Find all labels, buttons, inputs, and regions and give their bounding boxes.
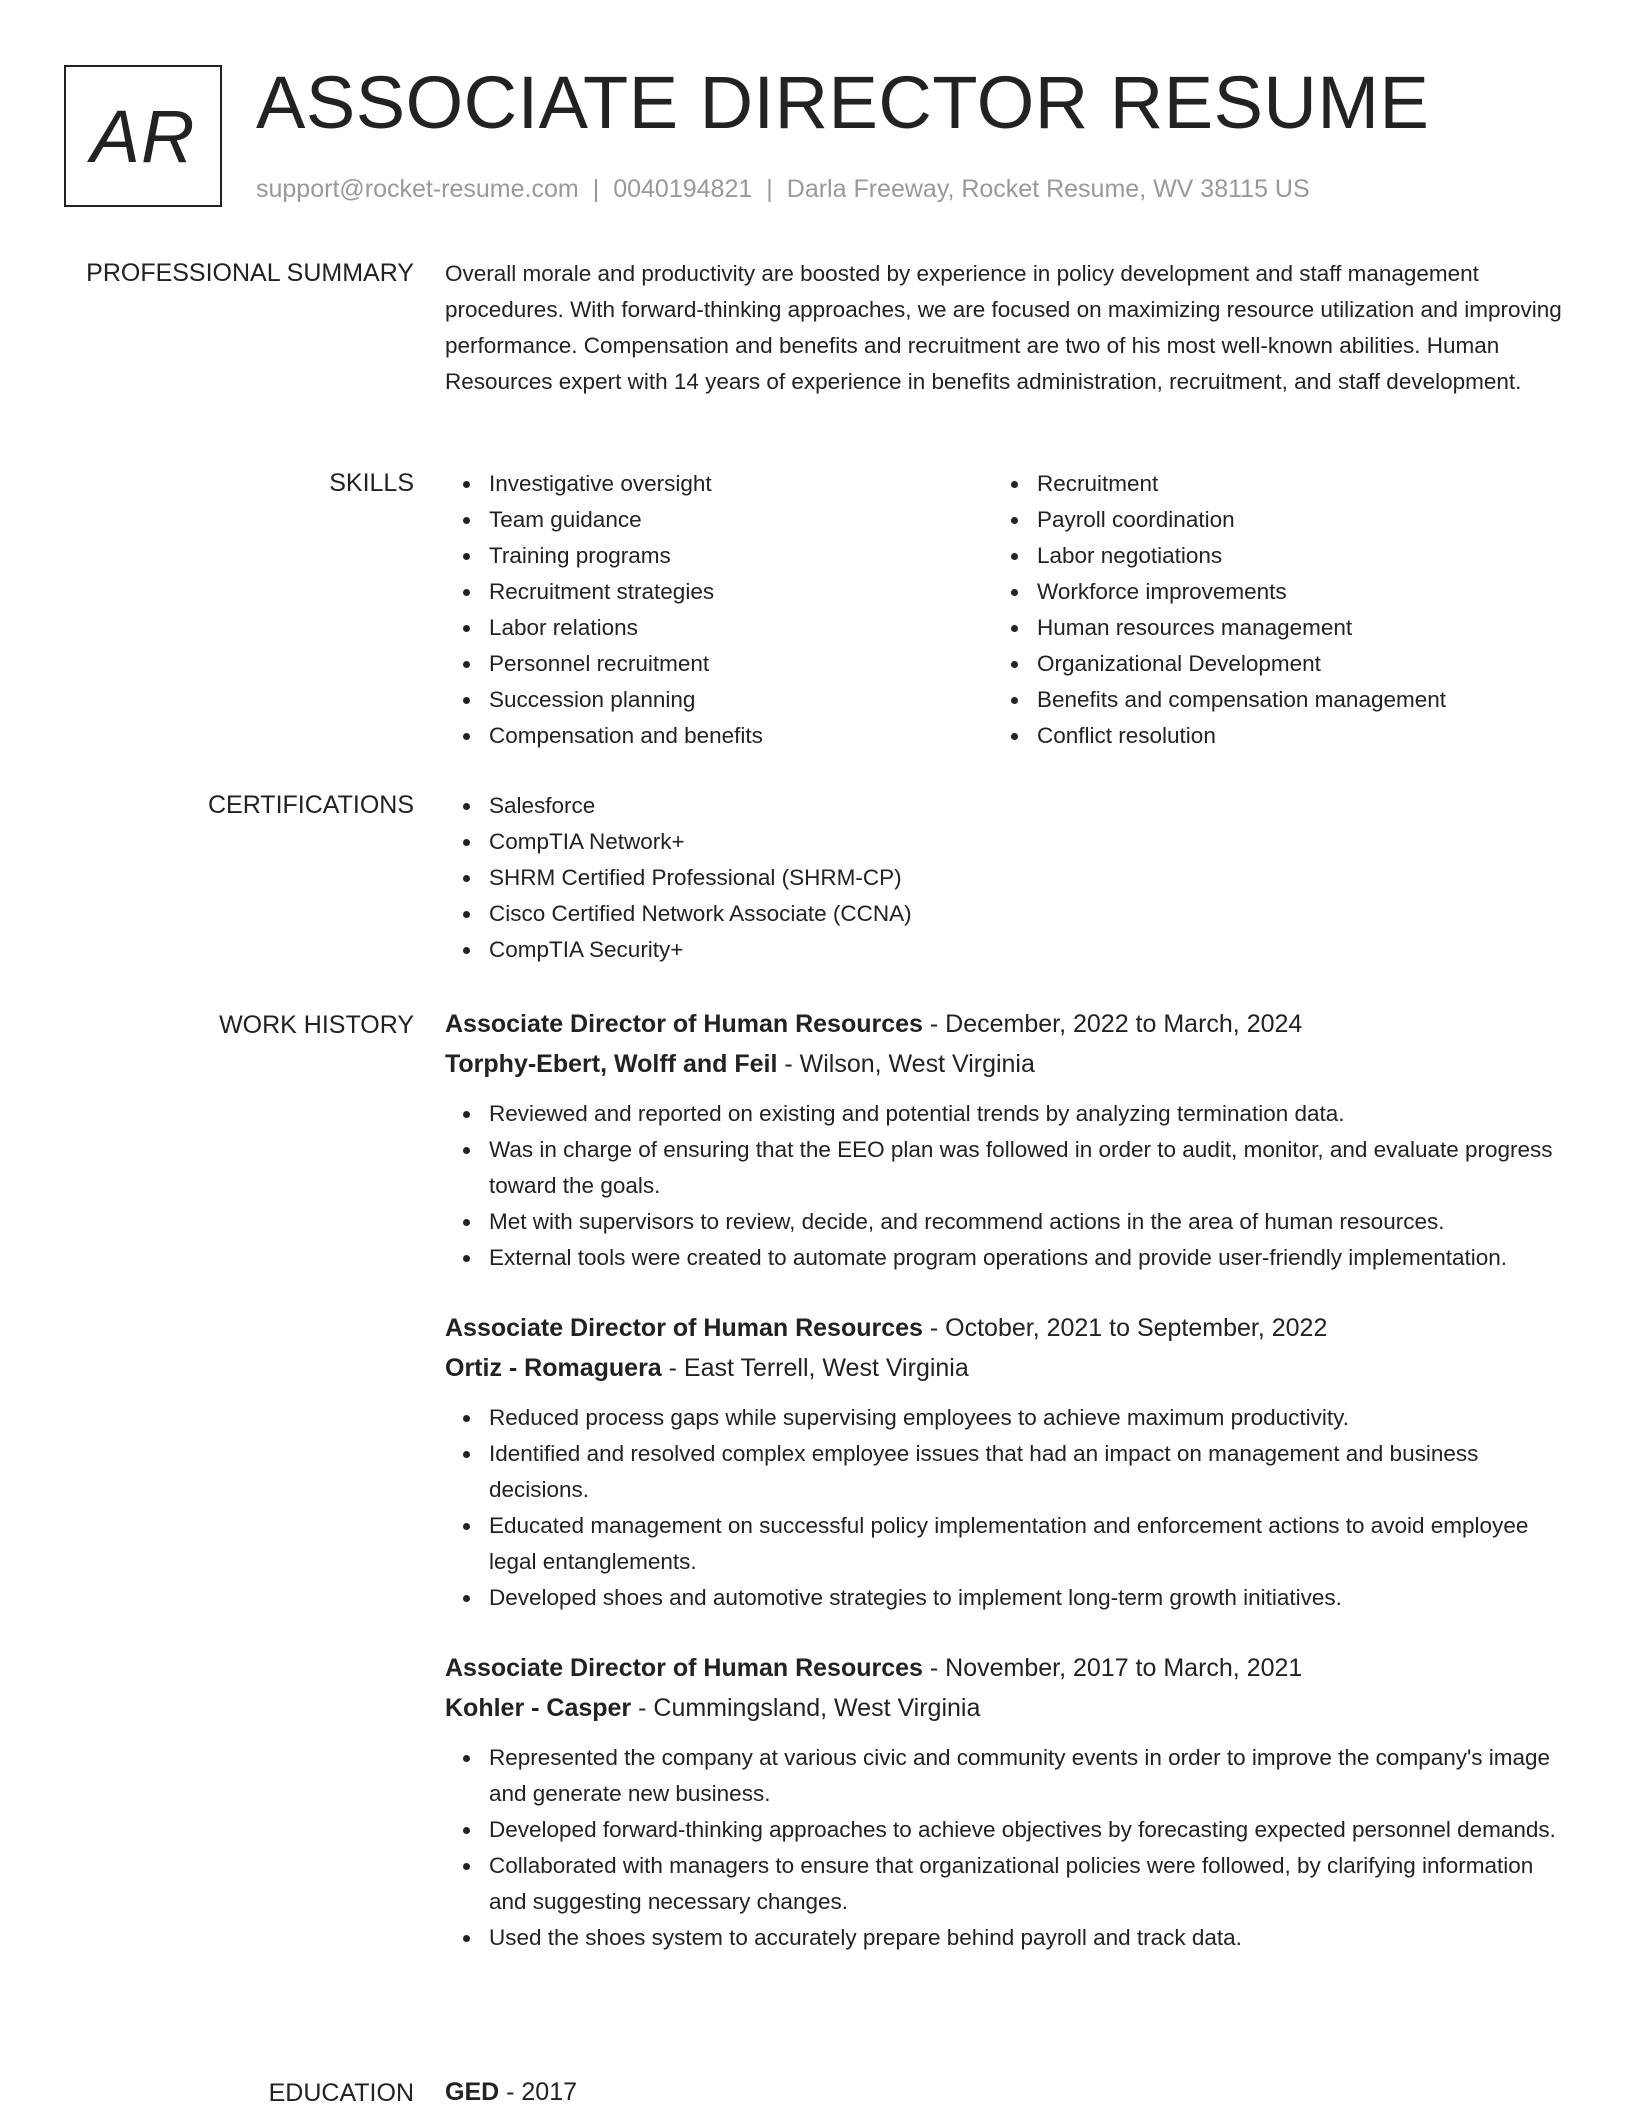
skill-item: Payroll coordination: [993, 502, 1541, 538]
job-bullet: Used the shoes system to accurately prepare behind payroll and track data.: [445, 1920, 1565, 1956]
skill-item: Organizational Development: [993, 646, 1541, 682]
education-line: [445, 2072, 1565, 2112]
skills-list-right: [993, 466, 1541, 754]
skill-item: Human resources management: [993, 610, 1541, 646]
job-company: Torphy-Ebert, Wolff and Feil: [445, 1050, 778, 1078]
job-location: - Cummingsland, West Virginia: [631, 1694, 981, 1722]
job-title: Associate Director of Human Resources: [445, 1654, 923, 1682]
skill-item: Compensation and benefits: [445, 718, 993, 754]
job-bullet: Was in charge of ensuring that the EEO plan was followed in order to audit, monitor, and evaluate progress toward the goals.: [445, 1132, 1565, 1204]
skill-item: Labor relations: [445, 610, 993, 646]
monogram-box: [64, 65, 222, 207]
education-year: - 2017: [499, 2078, 578, 2106]
job-bullet: Educated management on successful policy implementation and enforcement actions to avoid employee legal entanglements.: [445, 1508, 1565, 1580]
contact-separator: |: [766, 175, 773, 203]
job-title-line: [445, 1004, 1565, 1044]
job-dates: - November, 2017 to March, 2021: [922, 1654, 1303, 1682]
job-company: Kohler - Casper: [445, 1694, 632, 1722]
education-heading: EDUCATION: [268, 2079, 414, 2107]
skill-item: Recruitment: [993, 466, 1541, 502]
certifications-list: [445, 788, 1565, 968]
resume-title: ASSOCIATE DIRECTOR RESUME: [256, 61, 1430, 144]
summary-text: Overall morale and productivity are boosted by experience in policy development and staff management procedures. With forward-thinking approaches, we are focused on maximizing resource utilization and improving performance. Compensation and benefits and recruitment are two of his most well-known abilities. Human Resources expert with 14 years of experience in benefits administration, recruitment, and staff development.: [445, 261, 1562, 394]
skill-item: Personnel recruitment: [445, 646, 993, 682]
education-degree: GED: [445, 2078, 500, 2106]
job-bullet: Represented the company at various civic and community events in order to improve the company's image and generate new business.: [445, 1740, 1565, 1812]
job-bullets: [445, 1400, 1565, 1616]
skill-item: Conflict resolution: [993, 718, 1541, 754]
job-dates: - December, 2022 to March, 2024: [922, 1010, 1303, 1038]
work-history-heading: WORK HISTORY: [219, 1011, 414, 1039]
job-bullet: Reviewed and reported on existing and potential trends by analyzing termination data.: [445, 1096, 1565, 1132]
job-location: - East Terrell, West Virginia: [661, 1354, 969, 1382]
job-entry: [445, 1308, 1565, 1616]
monogram-initials: AR: [90, 94, 196, 178]
job-bullet: External tools were created to automate program operations and provide user-friendly implementation.: [445, 1240, 1565, 1276]
skill-item: Workforce improvements: [993, 574, 1541, 610]
job-bullet: Developed shoes and automotive strategies to implement long-term growth initiatives.: [445, 1580, 1565, 1616]
job-title-line: [445, 1308, 1565, 1348]
certification-item: Salesforce: [445, 788, 1565, 824]
job-bullet: Collaborated with managers to ensure that organizational policies were followed, by clarifying information and suggesting necessary changes.: [445, 1848, 1565, 1920]
skills-list-left: [445, 466, 993, 754]
certification-item: CompTIA Security+: [445, 932, 1565, 968]
job-bullet: Reduced process gaps while supervising employees to achieve maximum productivity.: [445, 1400, 1565, 1436]
certifications-heading: CERTIFICATIONS: [207, 791, 414, 819]
skills-columns: [445, 466, 1565, 754]
skill-item: Training programs: [445, 538, 993, 574]
job-location: - Wilson, West Virginia: [777, 1050, 1035, 1078]
job-title: Associate Director of Human Resources: [445, 1314, 923, 1342]
contact-separator: |: [592, 175, 600, 203]
skill-item: Benefits and compensation management: [993, 682, 1541, 718]
job-bullet: Met with supervisors to review, decide, and recommend actions in the area of human resources.: [445, 1204, 1565, 1240]
work-history-content: [445, 1004, 1565, 1988]
job-title: Associate Director of Human Resources: [445, 1010, 923, 1038]
job-bullet: Identified and resolved complex employee issues that had an impact on management and business decisions.: [445, 1436, 1565, 1508]
skills-heading: SKILLS: [329, 469, 414, 497]
skill-item: Team guidance: [445, 502, 993, 538]
job-company-line: [445, 1044, 1565, 1084]
contact-phone: 0040194821: [613, 175, 753, 203]
certification-item: CompTIA Network+: [445, 824, 1565, 860]
contact-email: support@rocket-resume.com: [256, 175, 579, 203]
certification-item: SHRM Certified Professional (SHRM-CP): [445, 860, 1565, 896]
certifications-content: [445, 788, 1565, 968]
skill-item: Labor negotiations: [993, 538, 1541, 574]
job-company: Ortiz - Romaguera: [445, 1354, 662, 1382]
job-company-line: [445, 1688, 1565, 1728]
job-title-line: [445, 1648, 1565, 1688]
job-entry: [445, 1648, 1565, 1956]
job-company-line: [445, 1348, 1565, 1388]
summary-heading: PROFESSIONAL SUMMARY: [86, 259, 414, 287]
certification-item: Cisco Certified Network Associate (CCNA): [445, 896, 1565, 932]
skill-item: Investigative oversight: [445, 466, 993, 502]
job-bullets: [445, 1740, 1565, 1956]
skill-item: Succession planning: [445, 682, 993, 718]
contact-address: Darla Freeway, Rocket Resume, WV 38115 US: [786, 175, 1310, 203]
job-bullet: Developed forward-thinking approaches to achieve objectives by forecasting expected personnel demands.: [445, 1812, 1565, 1848]
job-bullets: [445, 1096, 1565, 1276]
education-content: [445, 2072, 1565, 2112]
job-dates: - October, 2021 to September, 2022: [922, 1314, 1328, 1342]
skill-item: Recruitment strategies: [445, 574, 993, 610]
contact-line: [256, 175, 1310, 204]
job-entry: [445, 1004, 1565, 1276]
